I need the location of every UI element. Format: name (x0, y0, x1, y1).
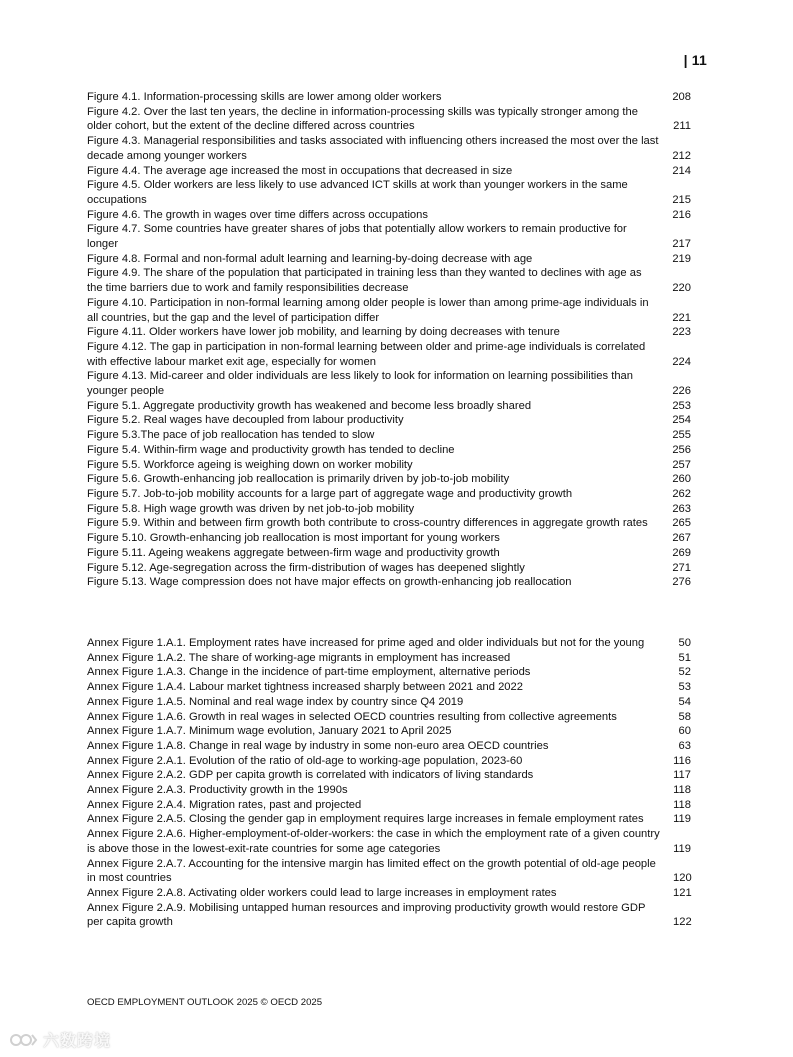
toc-entry-page: 224 (672, 355, 691, 368)
toc-entry-title: Figure 5.12. Age-segregation across the firm-distribution of wages has deepened slightly (87, 561, 525, 574)
toc-entry-page: 214 (672, 164, 691, 177)
toc-entry-page: 216 (672, 208, 691, 221)
toc-entry-title: Annex Figure 1.A.2. The share of working-age migrants in employment has increased (87, 651, 511, 664)
toc-entry-page: 263 (672, 502, 691, 515)
toc-entry-title: Figure 4.10. Participation in non-formal learning among older people is lower than among prime-age individuals in all countries, but the gap and the level of participation differ (87, 296, 649, 324)
toc-entry[interactable] (87, 695, 691, 710)
toc-entry[interactable] (87, 531, 691, 546)
toc-entry[interactable] (87, 768, 691, 783)
toc-entry[interactable] (87, 178, 691, 207)
toc-entry-page: 212 (672, 149, 691, 162)
toc-entry-title: Annex Figure 1.A.6. Growth in real wages in selected OECD countries resulting from collective agreements (87, 710, 617, 723)
toc-entry-title: Figure 5.9. Within and between firm growth both contribute to cross-country differences in aggregate growth rates (87, 517, 648, 530)
toc-entry[interactable] (87, 783, 691, 798)
toc-entry-page: 122 (673, 916, 692, 929)
toc-entry-title: Figure 5.13. Wage compression does not have major effects on growth-enhancing job reallocation (87, 576, 572, 589)
toc-entry[interactable] (87, 798, 691, 813)
toc-entry-title: Figure 4.7. Some countries have greater shares of jobs that potentially allow workers to remain productive for longer (87, 223, 627, 251)
toc-entry[interactable] (87, 754, 691, 769)
toc-entry-title: Figure 4.2. Over the last ten years, the decline in information-processing skills was typically stronger among the older cohort, but the extent of the decline differed across countries (87, 105, 638, 133)
toc-entry-title: Figure 4.3. Managerial responsibilities and tasks associated with influencing others increased the most over the last decade among younger workers (87, 135, 659, 162)
toc-entry-page: 117 (673, 769, 691, 782)
toc-entry[interactable] (87, 561, 691, 576)
toc-entry[interactable] (87, 546, 691, 561)
toc-entry-page: 276 (672, 576, 691, 589)
toc-entry-title: Figure 4.11. Older workers have lower job mobility, and learning by doing decreases with tenure (87, 326, 560, 339)
toc-entry-title: Annex Figure 1.A.7. Minimum wage evolution, January 2021 to April 2025 (87, 725, 452, 738)
toc-entry[interactable] (87, 680, 691, 695)
toc-entry-title: Figure 4.4. The average age increased the most in occupations that decreased in size (87, 164, 513, 177)
toc-entry[interactable] (87, 516, 691, 531)
toc-entry-page: 118 (673, 798, 691, 811)
toc-entry-page: 253 (672, 399, 691, 412)
toc-entry[interactable] (87, 710, 691, 725)
toc-entry[interactable] (87, 443, 691, 458)
toc-entry-page: 267 (672, 532, 691, 545)
toc-entry-page: 50 (678, 637, 691, 649)
toc-entry[interactable] (87, 413, 691, 428)
toc-entry-page: 223 (672, 326, 691, 339)
toc-entry[interactable] (87, 857, 691, 886)
toc-entry[interactable] (87, 812, 691, 827)
toc-entry-page: 262 (672, 487, 691, 500)
toc-entry-title: Figure 4.5. Older workers are less likely to use advanced ICT skills at work than younger workers in the same occupations (87, 179, 628, 206)
toc-entry-title: Figure 5.3.The pace of job reallocation has tended to slow (87, 429, 375, 442)
toc-entry[interactable] (87, 665, 691, 680)
toc-entry[interactable] (87, 827, 691, 856)
toc-entry-title: Annex Figure 1.A.5. Nominal and real wage index by country since Q4 2019 (87, 695, 464, 708)
toc-entry-title: Figure 5.1. Aggregate productivity growth has weakened and become less broadly shared (87, 399, 532, 412)
toc-entry-title: Figure 4.8. Formal and non-formal adult learning and learning-by-doing decrease with age (87, 252, 533, 265)
toc-entry-title: Annex Figure 1.A.1. Employment rates have increased for prime aged and older individuals but not for the young (87, 637, 645, 649)
toc-entry[interactable] (87, 502, 691, 517)
toc-entry-title: Figure 4.1. Information-processing skills are lower among older workers (87, 91, 442, 103)
toc-entry-title: Annex Figure 1.A.4. Labour market tightness increased sharply between 2021 and 2022 (87, 681, 523, 694)
toc-entry-title: Figure 4.9. The share of the population that participated in training less than they wanted to declines with age as the time barriers due to work and family responsibilities decrease (87, 267, 642, 295)
toc-entry-title: Figure 4.13. Mid-career and older individuals are less likely to look for information on learning possibilities than younger people (87, 370, 633, 398)
toc-entry-page: 116 (673, 754, 691, 767)
page-number: | 11 (683, 52, 707, 68)
toc-entry[interactable] (87, 651, 691, 666)
toc-entry-title: Figure 4.12. The gap in participation in non-formal learning between older and prime-age individuals is correlated with effective labour market exit age, especially for women (87, 340, 646, 368)
toc-entry-page: 271 (672, 561, 691, 574)
toc-entry[interactable] (87, 164, 691, 179)
toc-entry[interactable] (87, 325, 691, 340)
toc-entry-title: Figure 4.6. The growth in wages over time differs across occupations (87, 208, 428, 221)
toc-entry-page: 54 (678, 695, 691, 708)
watermark (10, 1028, 111, 1051)
toc-entry-page: 215 (672, 193, 691, 206)
toc-entry-title: Figure 5.2. Real wages have decoupled from labour productivity (87, 414, 404, 427)
toc-entry-page: 119 (673, 842, 691, 855)
toc-entry[interactable] (87, 340, 691, 369)
toc-entry-page: 120 (673, 872, 692, 885)
toc-entry-page: 121 (673, 886, 692, 899)
toc-entry-title: Annex Figure 2.A.5. Closing the gender gap in employment requires large increases in female employment rates (87, 813, 644, 826)
list-of-figures (87, 90, 691, 590)
toc-entry-page: 119 (673, 813, 691, 826)
toc-entry-page: 53 (678, 681, 691, 694)
toc-entry-page: 118 (673, 784, 691, 797)
toc-entry-title: Annex Figure 2.A.4. Migration rates, past and projected (87, 798, 362, 811)
toc-entry[interactable] (87, 575, 691, 590)
toc-entry-page: 220 (672, 282, 691, 295)
toc-entry-title: Figure 5.4. Within-firm wage and productivity growth has tended to decline (87, 443, 455, 456)
toc-entry-page: 211 (673, 120, 691, 133)
toc-entry-title: Annex Figure 2.A.9. Mobilising untapped human resources and improving productivity growth would restore GDP per capita growth (87, 901, 646, 929)
toc-entry-page: 217 (672, 238, 691, 251)
toc-entry-page: 257 (672, 458, 691, 471)
toc-entry[interactable] (87, 208, 691, 223)
toc-entry-title: Annex Figure 2.A.1. Evolution of the ratio of old-age to working-age population, 2023-60 (87, 754, 523, 767)
toc-entry-title: Figure 5.8. High wage growth was driven by net job-to-job mobility (87, 502, 415, 515)
toc-entry-page: 208 (672, 91, 691, 103)
toc-entry-page: 58 (678, 710, 691, 723)
toc-entry[interactable] (87, 369, 691, 398)
watermark-logo-icon (10, 1031, 38, 1049)
toc-entry-title: Annex Figure 2.A.2. GDP per capita growth is correlated with indicators of living standards (87, 769, 534, 782)
toc-entry-page: 63 (678, 739, 691, 752)
toc-entry[interactable] (87, 222, 691, 251)
toc-entry-page: 60 (678, 725, 691, 738)
toc-entry-page: 254 (672, 414, 691, 427)
page-footer: OECD EMPLOYMENT OUTLOOK 2025 © OECD 2025 (87, 997, 323, 1008)
list-of-annex-figures (87, 636, 691, 930)
toc-entry-title: Figure 5.6. Growth-enhancing job reallocation is primarily driven by job-to-job mobility (87, 473, 510, 486)
toc-entry-page: 265 (672, 517, 691, 530)
toc-entry[interactable] (87, 886, 691, 901)
toc-entry[interactable] (87, 739, 691, 754)
toc-entry[interactable] (87, 636, 691, 651)
toc-entry[interactable] (87, 472, 691, 487)
toc-entry[interactable] (87, 428, 691, 443)
toc-entry[interactable] (87, 266, 691, 295)
toc-entry[interactable] (87, 90, 691, 105)
toc-entry-title: Annex Figure 2.A.3. Productivity growth in the 1990s (87, 784, 348, 797)
toc-entry-page: 51 (678, 651, 691, 664)
toc-entry[interactable] (87, 134, 691, 163)
toc-entry-title: Annex Figure 2.A.8. Activating older workers could lead to large increases in employment rates (87, 886, 557, 899)
toc-entry-title: Figure 5.7. Job-to-job mobility accounts for a large part of aggregate wage and productivity growth (87, 487, 573, 500)
toc-entry-title: Annex Figure 2.A.6. Higher-employment-of-older-workers: the case in which the employment rate of a given country is above those in the lowest-exit-rate countries for some age categories (87, 828, 660, 855)
toc-entry-page: 221 (672, 311, 691, 324)
toc-entry-page: 226 (672, 385, 691, 398)
toc-entry[interactable] (87, 296, 691, 325)
toc-entry[interactable] (87, 724, 691, 739)
toc-entry-title: Figure 5.11. Ageing weakens aggregate between-firm wage and productivity growth (87, 546, 500, 559)
toc-entry-title: Annex Figure 1.A.8. Change in real wage by industry in some non-euro area OECD countries (87, 739, 549, 752)
toc-entry[interactable] (87, 487, 691, 502)
toc-entry-page: 260 (672, 473, 691, 486)
toc-entry-page: 255 (672, 429, 691, 442)
toc-entry[interactable] (87, 252, 691, 267)
toc-entry-page: 52 (678, 666, 691, 679)
toc-entry-title: Figure 5.10. Growth-enhancing job reallocation is most important for young workers (87, 532, 500, 545)
toc-entry[interactable] (87, 399, 691, 414)
toc-entry-title: Annex Figure 2.A.7. Accounting for the intensive margin has limited effect on the growth potential of old-age people in most countries (87, 857, 656, 885)
toc-entry[interactable] (87, 458, 691, 473)
toc-entry-page: 269 (672, 546, 691, 559)
toc-entry-title: Annex Figure 1.A.3. Change in the incidence of part-time employment, alternative periods (87, 666, 531, 679)
toc-entry[interactable] (87, 105, 691, 134)
watermark-text: 六数跨境 (43, 1033, 112, 1050)
toc-entry[interactable] (87, 901, 691, 930)
toc-entry-title: Figure 5.5. Workforce ageing is weighing down on worker mobility (87, 458, 413, 471)
toc-entry-page: 219 (672, 252, 691, 265)
toc-entry-page: 256 (672, 443, 691, 456)
